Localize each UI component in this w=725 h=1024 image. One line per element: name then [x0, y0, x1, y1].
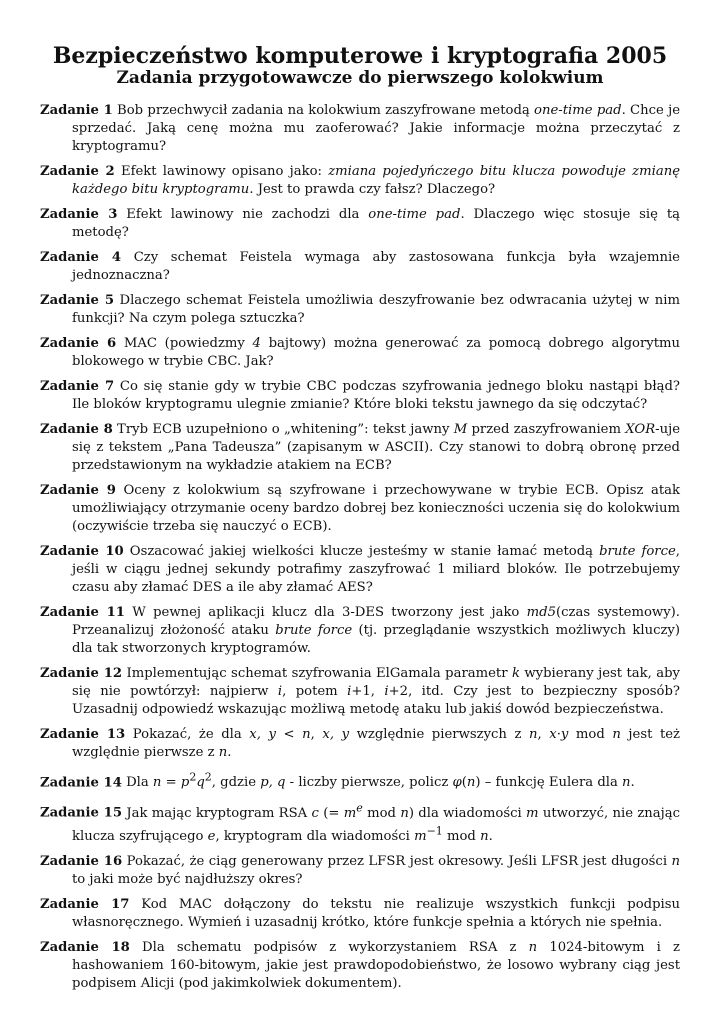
- problem-text: Dla $n = p^2q^2$, gdzie p, q - liczby pierwsze, policz φ(n) – funkcję Eulera dla n.: [121, 771, 635, 791]
- document-subtitle: Zadania przygotowawcze do pierwszego kolokwium: [116, 68, 604, 88]
- problem-item: [40, 543, 680, 597]
- document-title: Bezpieczeństwo komputerowe i kryptografia 2005: [52, 43, 668, 69]
- problem-text: Jak mając kryptogram RSA c (= $m^e$ mod n) dla wiadomości m utworzyć, nie znając klucza szyfrującego e, kryptogram dla wiadomości $m^{-1}$ mod n.: [72, 801, 680, 845]
- problem-item: [40, 799, 680, 846]
- problem-label: Zadanie 10: [40, 544, 124, 559]
- problem-text: Pokazać, że ciąg generowany przez LFSR jest okresowy. Jeśli LFSR jest długości n to jaki może być najdłuższy okres?: [72, 854, 680, 888]
- problem-item: [40, 163, 680, 199]
- problem-text: Oszacować jakiej wielkości klucze jesteśmy w stanie łamać metodą brute force, jeśli w ciągu jednej sekundy potrafimy zaszyfrować 1 miliard bloków. Ile potrzebujemy czasu aby złamać DES a ile aby złamać AES?: [72, 544, 680, 595]
- problem-text: Bob przechwycił zadania na kolokwium zaszyfrowane metodą one-time pad. Chce je sprzedać. Jaką cenę można mu zaoferować? Jakie informacje można przeczytać z kryptogramu?: [72, 103, 680, 154]
- problem-item: [40, 604, 680, 658]
- problem-text: MAC (powiedzmy 4 bajtowy) można generować za pomocą dobrego algorytmu blokowego w trybie CBC. Jak?: [72, 336, 681, 369]
- problem-item: [40, 665, 680, 719]
- problem-text: Oceny z kolokwium są szyfrowane i przechowywane w trybie ECB. Opisz atak umożliwiający otrzymanie oceny bardzo dobrej bez konieczności uczenia się do kolokwium (oczywiście trzeba się nauczyć o ECB).: [72, 483, 680, 534]
- problem-label: Zadanie 8: [40, 422, 113, 437]
- problem-label: Zadanie 12: [40, 666, 123, 681]
- problem-label: Zadanie 18: [40, 940, 130, 956]
- problem-text: Czy schemat Feistela wymaga aby zastosowana funkcja była wzajemnie jednoznaczna?: [72, 250, 680, 283]
- problem-item: [40, 853, 680, 889]
- problem-text: Dla schematu podpisów z wykorzystaniem RSA z n 1024-bitowym i z hashowaniem 160-bitowym, jakie jest prawdopodobieństwo, że losowo wybrany ciąg jest podpisem Alicji (pod jakimkolwiek dokumentem).: [72, 940, 681, 992]
- problem-label: Zadanie 7: [40, 379, 115, 394]
- problem-label: Zadanie 4: [40, 250, 122, 265]
- problem-item: [40, 939, 680, 993]
- problem-text: Efekt lawinowy opisano jako: zmiana pojedyńczego bitu klucza powoduje zmianę każdego bitu kryptogramu. Jest to prawda czy fałsz? Dlaczego?: [72, 164, 680, 197]
- problem-item: [40, 102, 680, 156]
- problem-label: Zadanie 9: [40, 483, 116, 498]
- problem-item: [40, 896, 680, 932]
- problem-item: [40, 292, 680, 328]
- document-page: [40, 44, 680, 1000]
- problem-label: Zadanie 2: [40, 164, 115, 179]
- problem-label: Zadanie 5: [40, 293, 114, 308]
- problem-item: [40, 421, 680, 475]
- problem-label: Zadanie 13: [40, 727, 126, 742]
- problem-text: Pokazać, że dla x, y < n, x, y względnie pierwszych z n, x·y mod n jest też względnie pierwsze z n.: [72, 727, 680, 760]
- problem-text: Efekt lawinowy nie zachodzi dla one-time pad. Dlaczego więc stosuje się tą metodę?: [72, 207, 680, 240]
- problem-item: [40, 769, 680, 792]
- problem-item: [40, 249, 680, 285]
- problem-label: Zadanie 15: [40, 805, 122, 821]
- problem-text: W pewnej aplikacji klucz dla 3-DES tworzony jest jako md5(czas systemowy). Przeanalizuj złożoność ataku brute force (tj. przeglądanie wszystkich możliwych kluczy) dla tak stworzonych kryptogramów.: [72, 605, 680, 656]
- problem-label: Zadanie 14: [40, 775, 122, 791]
- problem-label: Zadanie 11: [40, 605, 125, 620]
- problem-item: [40, 726, 680, 762]
- problem-item: [40, 482, 680, 536]
- problem-label: Zadanie 17: [40, 897, 130, 913]
- problem-text: Tryb ECB uzupełniono o „whitening”: tekst jawny M przed zaszyfrowaniem XOR-uje się z tekstem „Pana Tadeusza” (zapisanym w ASCII). Czy stanowi to dobrą obronę przed przedstawionym na wykładzie atakiem na ECB?: [72, 422, 680, 473]
- problem-item: [40, 335, 680, 371]
- problem-label: Zadanie 16: [40, 854, 123, 870]
- problem-label: Zadanie 6: [40, 336, 117, 351]
- problem-item: [40, 206, 680, 242]
- problem-label: Zadanie 3: [40, 207, 118, 222]
- problem-text: Co się stanie gdy w trybie CBC podczas szyfrowania jednego bloku nastąpi błąd? Ile bloków kryptogramu ulegnie zmianie? Które bloki tekstu jawnego da się odczytać?: [72, 379, 680, 412]
- problem-text: Implementując schemat szyfrowania ElGamala parametr k wybierany jest tak, aby się nie powtórzył: najpierw i, potem i+1, i+2, itd. Czy jest to bezpieczny sposób? Uzasadnij odpowiedź wskazując możliwą metodę ataku lub jakiś dowód bezpieczeństwa.: [72, 666, 681, 717]
- problem-text: Kod MAC dołączony do tekstu nie realizuje wszystkich funkcji podpisu własnoręcznego. Wymień i uzasadnij krótko, które funkcje spełnia a których nie spełnia.: [72, 897, 680, 931]
- problem-label: Zadanie 1: [40, 103, 113, 118]
- problem-text: Dlaczego schemat Feistela umożliwia deszyfrowanie bez odwracania użytej w nim funkcji? Na czym polega sztuczka?: [72, 293, 680, 326]
- problem-item: [40, 378, 680, 414]
- problem-list: [40, 102, 680, 993]
